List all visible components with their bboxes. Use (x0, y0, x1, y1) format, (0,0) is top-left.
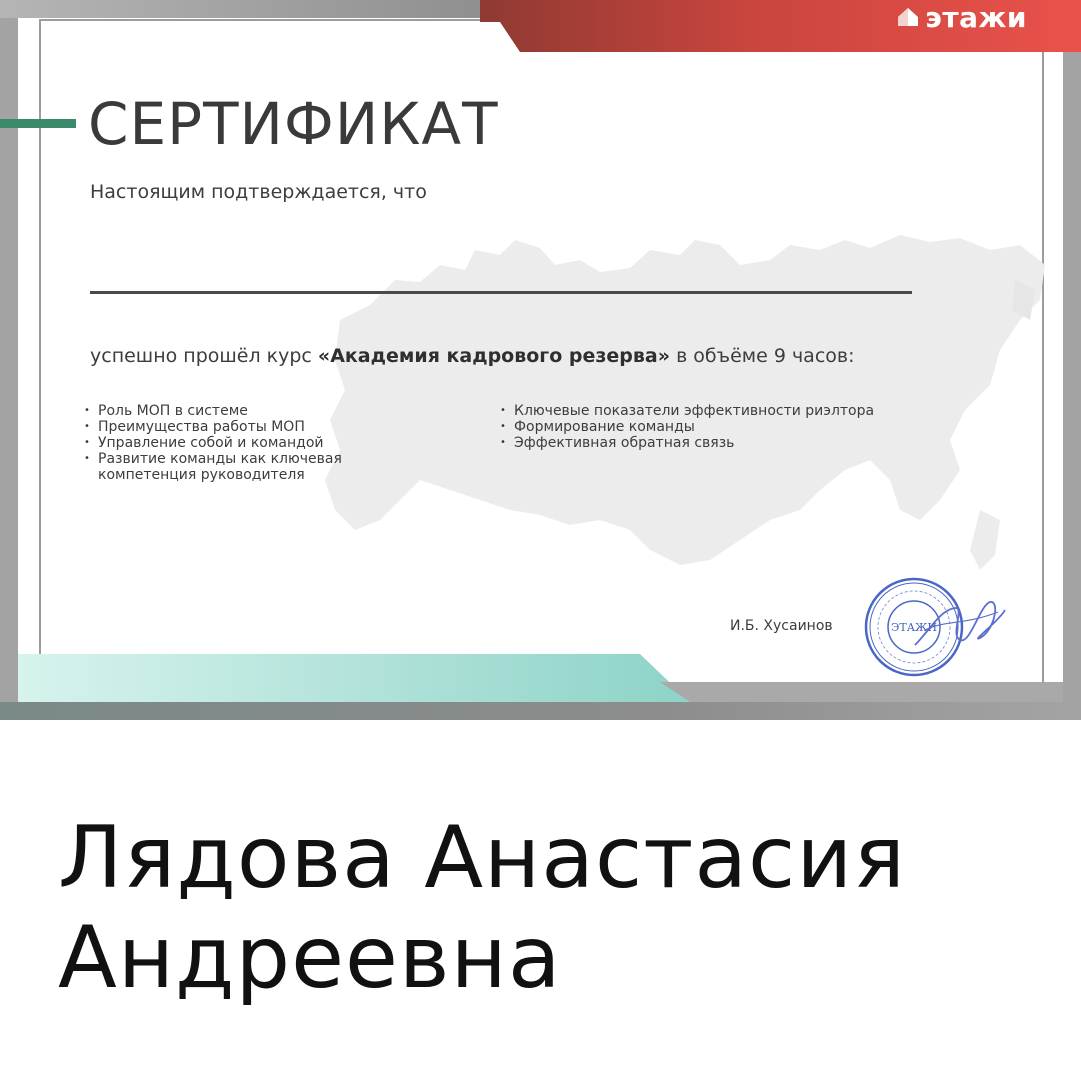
brand-name: этажи (925, 0, 1027, 34)
certificate-title: СЕРТИФИКАТ (88, 90, 499, 158)
topic-item: • Роль МОП в системе (84, 403, 374, 419)
stamp-text: ЭТАЖИ (890, 621, 938, 634)
topic-item: • Преимущества работы МОП (84, 419, 374, 435)
course-statement (90, 345, 855, 367)
recipient-name-line2: Андреевна (58, 908, 562, 1008)
signer-name: И.Б. Хусаинов (730, 618, 833, 634)
topic-item: • Развитие команды как ключевая компетенция руководителя (84, 451, 374, 483)
topic-item: • Эффективная обратная связь (500, 435, 940, 451)
name-underline (90, 291, 912, 294)
course-suffix: в объёме 9 часов: (670, 345, 855, 367)
footer-band (0, 652, 1081, 720)
topic-item: • Формирование команды (500, 419, 940, 435)
topics-list-left (84, 403, 374, 483)
title-accent-bar (0, 119, 76, 128)
course-name: «Академия кадрового резерва» (317, 345, 671, 367)
brand-logo (897, 2, 1027, 32)
recipient-name (58, 808, 1038, 1008)
topic-item: • Ключевые показатели эффективности риэлтора (500, 403, 940, 419)
course-prefix: успешно прошёл курс (90, 345, 318, 367)
recipient-name-line1: Лядова Анастасия (58, 808, 906, 908)
topics-list-right (500, 403, 940, 451)
confirmation-text: Настоящим подтверждается, что (90, 181, 427, 203)
signature (910, 590, 1010, 660)
house-icon (897, 7, 919, 27)
russia-map-watermark (300, 210, 1060, 590)
topic-item: • Управление собой и командой (84, 435, 374, 451)
